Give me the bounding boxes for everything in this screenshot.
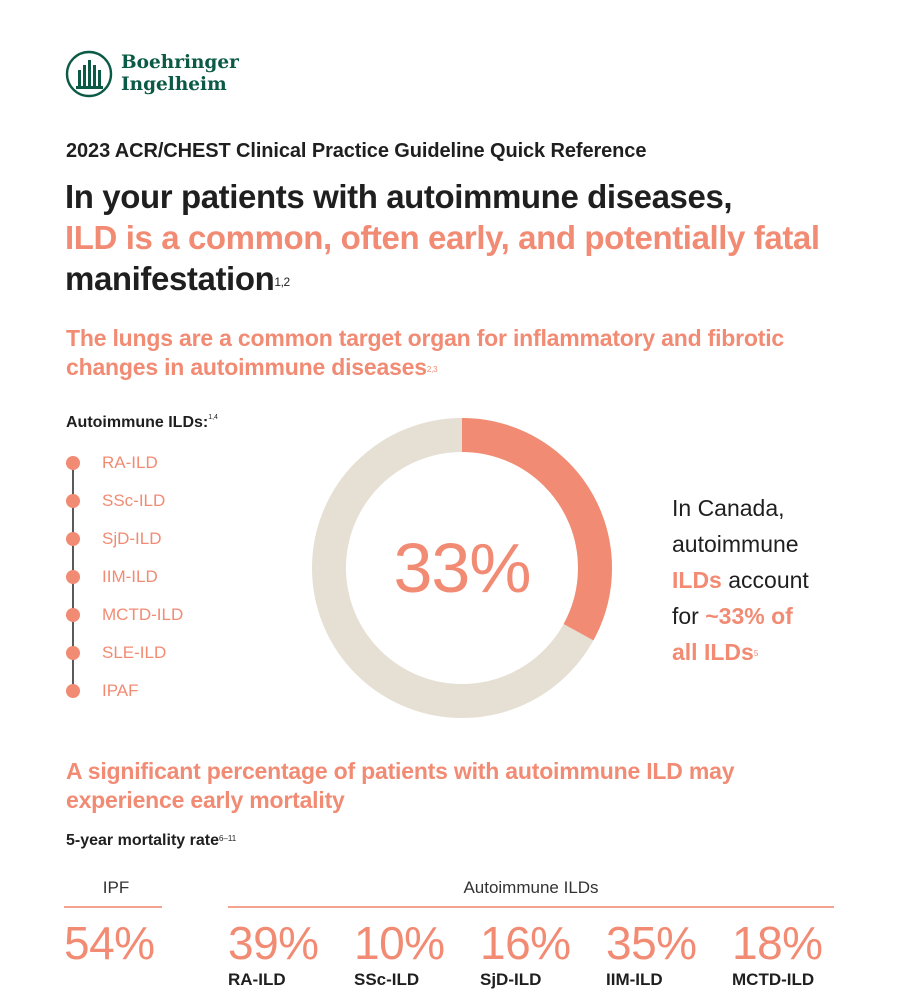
bullet-dot-icon	[66, 532, 80, 546]
ipf-divider	[64, 906, 162, 908]
ild-item-label: IIM-ILD	[102, 567, 158, 586]
stat-value: 35%	[606, 917, 697, 969]
ild-item-label: RA-ILD	[102, 453, 158, 472]
list-item	[66, 566, 158, 588]
page-headline	[65, 176, 865, 299]
logo-line-2: Ingelheim	[121, 74, 227, 95]
stat-value: 39%	[228, 917, 319, 969]
ild-item-label: IPAF	[102, 681, 139, 700]
autoimmune-divider	[228, 906, 834, 908]
headline-highlight: ILD is a common, often early, and potentially fatal	[65, 219, 820, 256]
list-item	[66, 528, 162, 550]
stat-name: MCTD-ILD	[732, 970, 815, 989]
canada-line-1: In Canada,	[672, 495, 785, 521]
canada-statement	[672, 490, 872, 670]
ipf-group-label: IPF	[102, 878, 130, 897]
mortality-heading: A significant percentage of patients with autoimmune ILD may experience early mortality	[66, 758, 735, 813]
stat-sjd-ild	[480, 914, 571, 990]
list-item	[66, 642, 166, 664]
ild-item-label: SLE-ILD	[102, 643, 167, 662]
mortality-reference: 6–11	[218, 834, 237, 843]
bullet-dot-icon	[66, 608, 80, 622]
stat-name: RA-ILD	[228, 970, 286, 989]
lungs-reference: 2,3	[426, 365, 438, 374]
canada-line-2: autoimmune	[672, 531, 799, 557]
stat-value: 10%	[354, 917, 445, 969]
stat-ssc-ild	[354, 914, 445, 990]
stat-mctd-ild	[732, 914, 823, 990]
bullet-dot-icon	[66, 456, 80, 470]
canada-bold-ilds: ILDs	[672, 567, 722, 593]
donut-percentage: 33%	[393, 529, 531, 607]
list-item	[66, 490, 165, 512]
ild-list-title-text: Autoimmune ILDs:	[66, 414, 209, 431]
bullet-dot-icon	[66, 570, 80, 584]
bullet-dot-icon	[66, 646, 80, 660]
headline-part-1: In your patients with autoimmune diseases,	[65, 178, 733, 215]
logo-line-1: Boehringer	[121, 52, 239, 73]
boehringer-logo-icon	[65, 50, 113, 98]
headline-part-2: manifestation	[65, 260, 275, 297]
ipf-stat	[64, 914, 155, 972]
ild-item-label: SjD-ILD	[102, 529, 162, 548]
mortality-rate-text: 5-year mortality rate	[66, 832, 219, 849]
stat-value: 16%	[480, 917, 571, 969]
mortality-rate-label	[66, 832, 236, 850]
bullet-dot-icon	[66, 684, 80, 698]
autoimmune-group-label: Autoimmune ILDs	[463, 878, 599, 897]
lungs-heading	[66, 324, 846, 382]
list-item	[66, 452, 158, 474]
ild-item-label: SSc-ILD	[102, 491, 166, 510]
bullet-dot-icon	[66, 494, 80, 508]
autoimmune-share-donut	[312, 418, 612, 718]
stat-name: SjD-ILD	[480, 970, 542, 989]
logo-text	[121, 52, 239, 96]
canada-line-4: for	[672, 603, 706, 629]
canada-reference: 5	[753, 649, 759, 658]
lungs-text: The lungs are a common target organ for inflammatory and fibrotic changes in autoimmune diseases	[66, 325, 784, 380]
canada-line-3: account	[721, 567, 809, 593]
ild-list-title	[66, 414, 218, 432]
stat-value: 18%	[732, 917, 823, 969]
list-item	[66, 680, 139, 702]
canada-bold-percent: ~33% of	[705, 603, 793, 629]
stat-ra-ild	[228, 914, 319, 990]
headline-reference: 1,2	[274, 275, 290, 289]
canada-bold-all: all ILDs	[672, 639, 754, 665]
ild-item-label: MCTD-ILD	[102, 605, 184, 624]
ipf-value: 54%	[64, 917, 155, 969]
ild-list-reference: 1,4	[208, 414, 218, 421]
stat-iim-ild	[606, 914, 697, 990]
stat-name: SSc-ILD	[354, 970, 420, 989]
page-subtitle: 2023 ACR/CHEST Clinical Practice Guideline Quick Reference	[66, 140, 647, 162]
stat-name: IIM-ILD	[606, 970, 663, 989]
list-item	[66, 604, 183, 626]
ild-timeline	[66, 452, 266, 712]
